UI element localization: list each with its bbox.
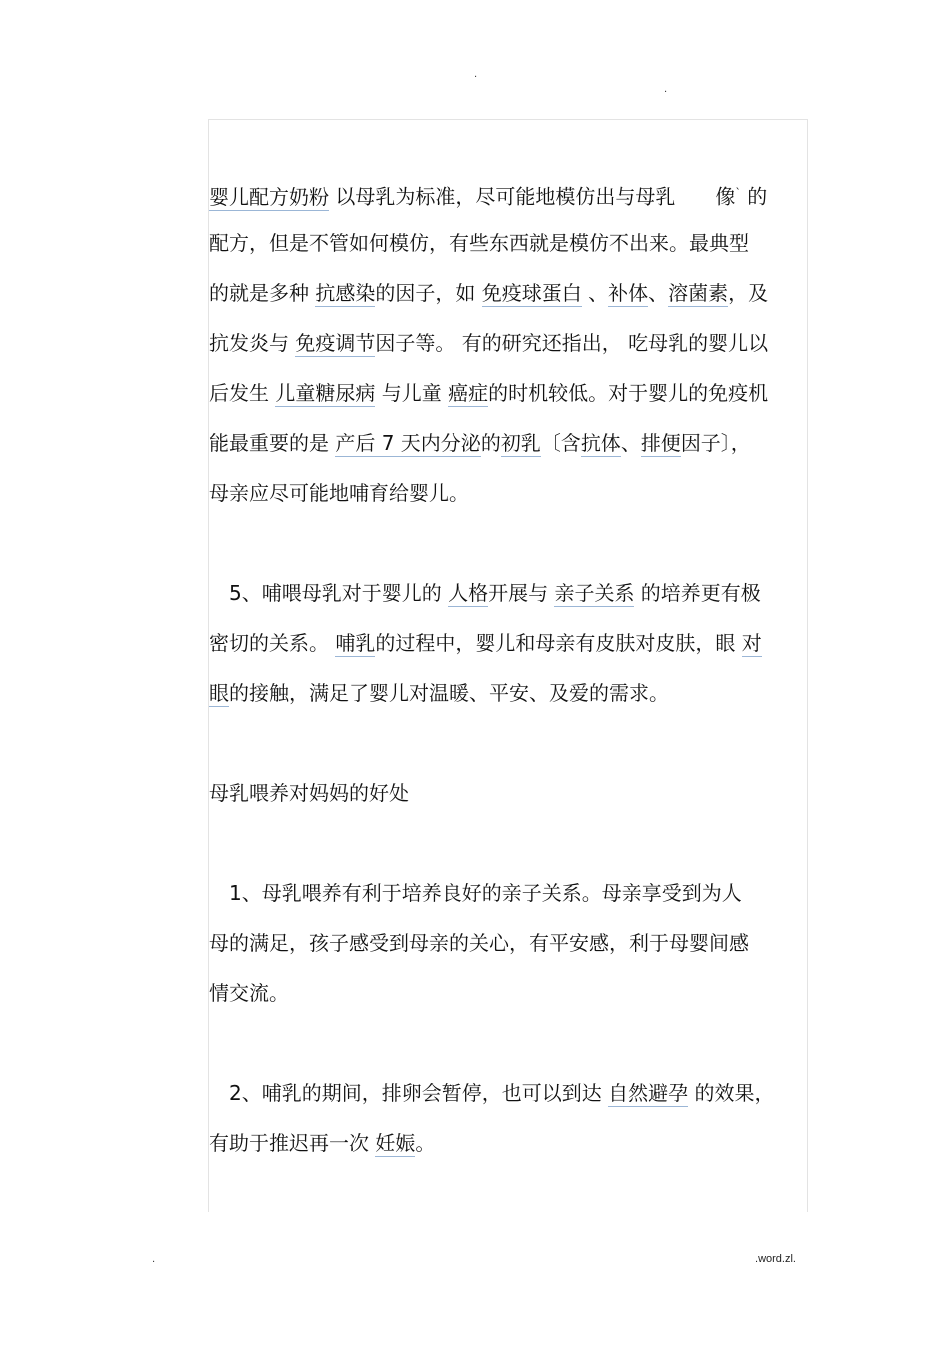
text-run: 后发生 — [209, 381, 276, 405]
link-term[interactable]: 产后 7 天内分泌 — [335, 431, 481, 455]
text-run: 2、哺乳的期间，排卵会暂停，也可以到达 — [229, 1081, 609, 1105]
link-term[interactable]: 初乳 — [500, 431, 541, 455]
text-line — [209, 1118, 809, 1168]
text-line — [209, 268, 809, 318]
superscript-mark: ˋ — [735, 186, 741, 199]
link-term[interactable]: 婴儿配方奶粉 — [209, 184, 329, 209]
text-run: 的过程中，婴儿和母亲有皮肤对皮肤，眼 — [375, 631, 742, 655]
link-term[interactable]: 免疫球蛋白 — [481, 281, 582, 305]
text-line — [209, 918, 809, 968]
link-term[interactable]: 溶菌素 — [668, 281, 729, 305]
text-run: 、 — [620, 431, 641, 455]
heading-text: 母乳喂养对妈妈的好处 — [209, 781, 409, 805]
text-line — [209, 368, 809, 418]
header-dot: . — [474, 69, 478, 80]
link-term[interactable]: 眼 — [209, 681, 229, 705]
text-line — [209, 168, 809, 218]
text-run: 、 — [581, 281, 609, 305]
text-line — [209, 968, 809, 1018]
text-line — [209, 668, 809, 718]
text-run: 的时机较低。对于婴儿的免疫机 — [488, 381, 769, 405]
link-term[interactable]: 自然避孕 — [608, 1081, 689, 1105]
link-term[interactable]: 亲子关系 — [554, 581, 635, 605]
text-line — [209, 618, 809, 668]
link-term[interactable]: 儿童糖尿病 — [275, 381, 376, 405]
text-run: 。 — [415, 1131, 436, 1155]
text-run: 情交流。 — [209, 981, 289, 1005]
link-term[interactable]: 补体 — [608, 281, 649, 305]
text-line — [209, 218, 809, 268]
text-run: 母亲应尽可能地哺育给婴儿。 — [209, 481, 469, 505]
text-run: 因子等。 有的研究还指出， 吃母乳的婴儿以 — [375, 331, 769, 355]
text-run: 1、母乳喂养有利于培养良好的亲子关系。母亲享受到为人 — [229, 881, 742, 905]
document-body — [209, 168, 809, 1168]
text-run: 有助于推迟再一次 — [209, 1131, 376, 1155]
text-run: 开展与 — [488, 581, 555, 605]
footer-mark: .word.zl. — [755, 1253, 796, 1265]
text-line — [209, 568, 809, 618]
text-run: 的就是多种 — [209, 281, 316, 305]
text-line — [209, 418, 809, 468]
link-term[interactable]: 免疫调节 — [295, 331, 376, 355]
link-term[interactable]: 抗体 — [580, 431, 621, 455]
text-run: 因子〕， — [680, 431, 751, 455]
text-line — [209, 1068, 809, 1118]
text-line — [209, 468, 809, 518]
link-term[interactable]: 排便 — [640, 431, 681, 455]
link-term[interactable]: 抗感染 — [315, 281, 376, 305]
text-run: 的培养更有极 — [634, 581, 761, 605]
text-run: 以母乳为标准，尽可能地模仿出与母乳 — [329, 184, 676, 209]
text-run: 像 — [715, 184, 736, 209]
text-run: 抗发炎与 — [209, 331, 296, 355]
text-run: 母的满足，孩子感受到母亲的关心，有平安感，利于母婴间感 — [209, 931, 749, 955]
text-run: 的效果， — [688, 1081, 775, 1105]
text-run: 的 — [480, 431, 501, 455]
link-term[interactable]: 人格 — [448, 581, 489, 605]
text-run: 5、哺喂母乳对于婴儿的 — [229, 581, 449, 605]
text-run: 能最重要的是 — [209, 431, 336, 455]
text-line — [209, 868, 809, 918]
header-dot: . — [664, 84, 668, 95]
section-heading — [209, 768, 809, 818]
link-term[interactable]: 癌症 — [448, 381, 489, 405]
text-run: 〔含 — [540, 431, 581, 455]
text-run: 的 — [740, 184, 768, 209]
text-run: 的接触，满足了婴儿对温暖、平安、及爱的需求。 — [229, 681, 669, 705]
link-term[interactable]: 哺乳 — [335, 631, 376, 655]
footer-dot: . — [152, 1254, 156, 1265]
text-run: 与儿童 — [375, 381, 449, 405]
text-run: 配方，但是不管如何模仿，有些东西就是模仿不出来。最典型 — [209, 231, 749, 255]
link-term[interactable]: 对 — [741, 631, 762, 655]
text-line — [209, 318, 809, 368]
text-run: 的因子，如 — [375, 281, 482, 305]
text-run: 、 — [648, 281, 669, 305]
link-term[interactable]: 妊娠 — [375, 1131, 416, 1155]
text-run: 密切的关系。 — [209, 631, 336, 655]
text-run: ，及 — [728, 281, 769, 305]
